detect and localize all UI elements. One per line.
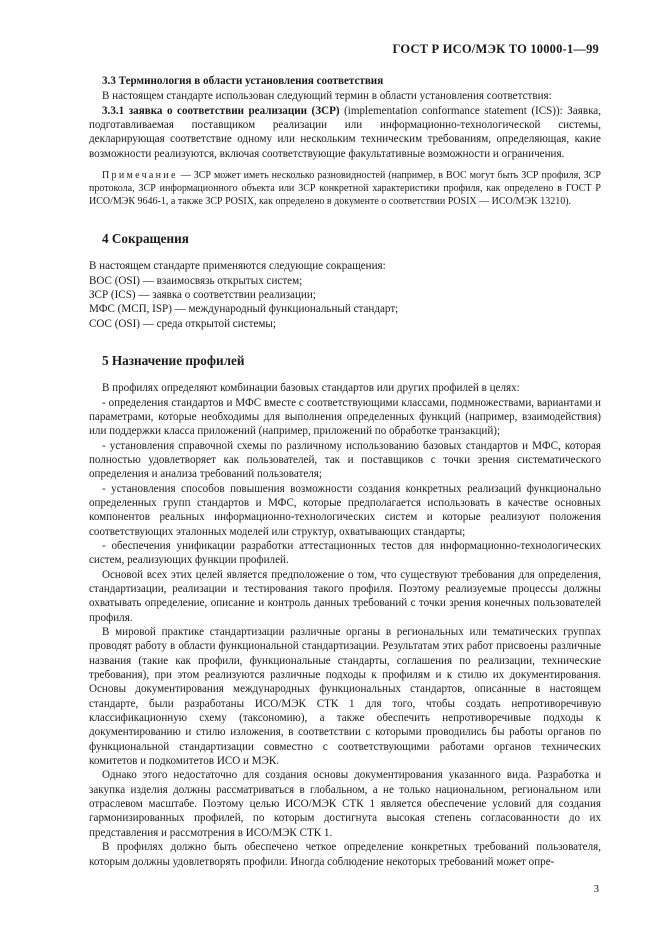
list-item-purpose: - обеспечения унификации разработки аттестационных тестов для информационно-технологических систем, реализующих функции профилей. bbox=[89, 539, 601, 567]
term-label: 3.3.1 заявка о соответствии реализации (ЗСР) bbox=[102, 104, 340, 117]
note-text: — ЗСР может иметь несколько разновидностей (например, в ВОС могут быть ЗСР профиля, ЗСР протокола, ЗСР информационного объекта или ЗСР конкретной характеристики профиля, как определено в ГОСТ Р ИСО/МЭК 9646-1, а также ЗСР POSIX, как определено в документе о соответствии POSIX — ИСО/МЭК 13210). bbox=[89, 170, 601, 207]
list-item-purpose: - определения стандартов и МФС вместе с соответствующими классами, подмножествами, вариантами и параметрами, которые необходимы для выполнения определенных функций (например, взаимодействия) или поддержки класса приложений (например, приложений по обработке транзакций); bbox=[89, 396, 601, 438]
note-label: Примечание bbox=[102, 170, 178, 182]
list-item-purpose: - установления справочной схемы по различному использованию базовых стандартов и МФС, которая полностью удовлетворяет как пользователей, так и поставщиков с точки зрения систематического определения и анализа требований пользователя; bbox=[89, 439, 601, 481]
list-item-purpose: - установления способов повышения возможности создания конкретных реализаций функционально определенных групп стандартов и МФС, которые предполагается использовать в качестве основных компонентов реальных информационно-технологических систем и которые реализуют положения соответствующих эталонных моделей или структур, охватывающих стандарты; bbox=[89, 482, 601, 538]
body-paragraph: Основой всех этих целей является предположение о том, что существуют требования для определения, стандартизации, реализации и тестирования такого профиля. Поэтому реализуемые процессы должны охватывать определение, описание и контроль данных требований с точки зрения конечных пользователей профиля. bbox=[89, 568, 601, 624]
abbreviations-intro: В настоящем стандарте применяются следующие сокращения: bbox=[89, 260, 386, 273]
abbreviation-item: ЗСР (ICS) — заявка о соответствии реализации; bbox=[89, 289, 316, 302]
abbreviation-item: СОС (OSI) — среда открытой системы; bbox=[89, 317, 276, 330]
page-number: 3 bbox=[593, 883, 599, 895]
page-content bbox=[89, 74, 601, 869]
section-heading-4: 4 Сокращения bbox=[102, 231, 189, 247]
term-definition bbox=[89, 104, 601, 161]
subsection-intro: В настоящем стандарте использован следующий термин в области установления соответствия: bbox=[102, 90, 552, 103]
body-paragraph: В профилях определяют комбинации базовых стандартов или других профилей в целях: bbox=[102, 382, 520, 395]
abbreviations-block bbox=[89, 259, 601, 331]
term-text: (implementation conformance statement (ICS)): Заявка, подготавливаемая поставщиком реализации или информационно-технологической системы, декларирующая соответствие одному или нескольким техническим требованиям, определяющая, какие возможности реализуются, включая соответствующие факультативные возможности и ограничения. bbox=[89, 104, 601, 160]
subsection-heading-3-3: 3.3 Терминология в области установления соответствия bbox=[102, 75, 384, 87]
abbreviation-item: ВОС (OSI) — взаимосвязь открытых систем; bbox=[89, 274, 303, 287]
body-paragraph: Однако этого недостаточно для создания основы документирования указанного вида. Разработка и закупка изделия должны рассматриваться в глобальном, а не только национальном, региональном или отраслевом масштабе. Поэтому целью ИСО/МЭК СТК 1 является обеспечение условий для создания гармонизированных профилей, по которым достигнута высокая степень согласованности до их представления и рассмотрения в ИСО/МЭК СТК 1. bbox=[89, 769, 601, 839]
note-paragraph bbox=[89, 170, 601, 208]
body-paragraph: В профилях должно быть обеспечено четкое определение конкретных требований пользователя, которым должны удовлетворять профили. Иногда соблюдение некоторых требований может опре- bbox=[89, 841, 601, 868]
body-paragraph: В мировой практике стандартизации различные органы в региональных или тематических группах проводят работу в области функциональной стандартизации. Результатам этих работ присвоены различные названия (такие как профили, функциональные стандарты, соглашения по реализации, технические требования), при этом реализуются различные подходы к профилям и к стилю их документирования. Основы документирования международных функциональных стандартов, описанные в настоящем стандарте, были разработаны ИСО/МЭК СТК 1 для того, чтобы создать непротиворечивую классификационную схему (таксономию), а также обеспечить непротиворечивые подходы к документированию и стилю изложения, в соответствии с которыми проводились бы работы органов по функциональной стандартизации совместно с соответствующими работами органов технических комитетов и подкомитетов ИСО и МЭК. bbox=[89, 626, 601, 768]
document-code-header: ГОСТ Р ИСО/МЭК ТО 10000-1—99 bbox=[392, 42, 599, 56]
section-heading-5: 5 Назначение профилей bbox=[102, 353, 245, 369]
abbreviation-item: МФС (МСП, ISP) — международный функциональный стандарт; bbox=[89, 303, 399, 316]
